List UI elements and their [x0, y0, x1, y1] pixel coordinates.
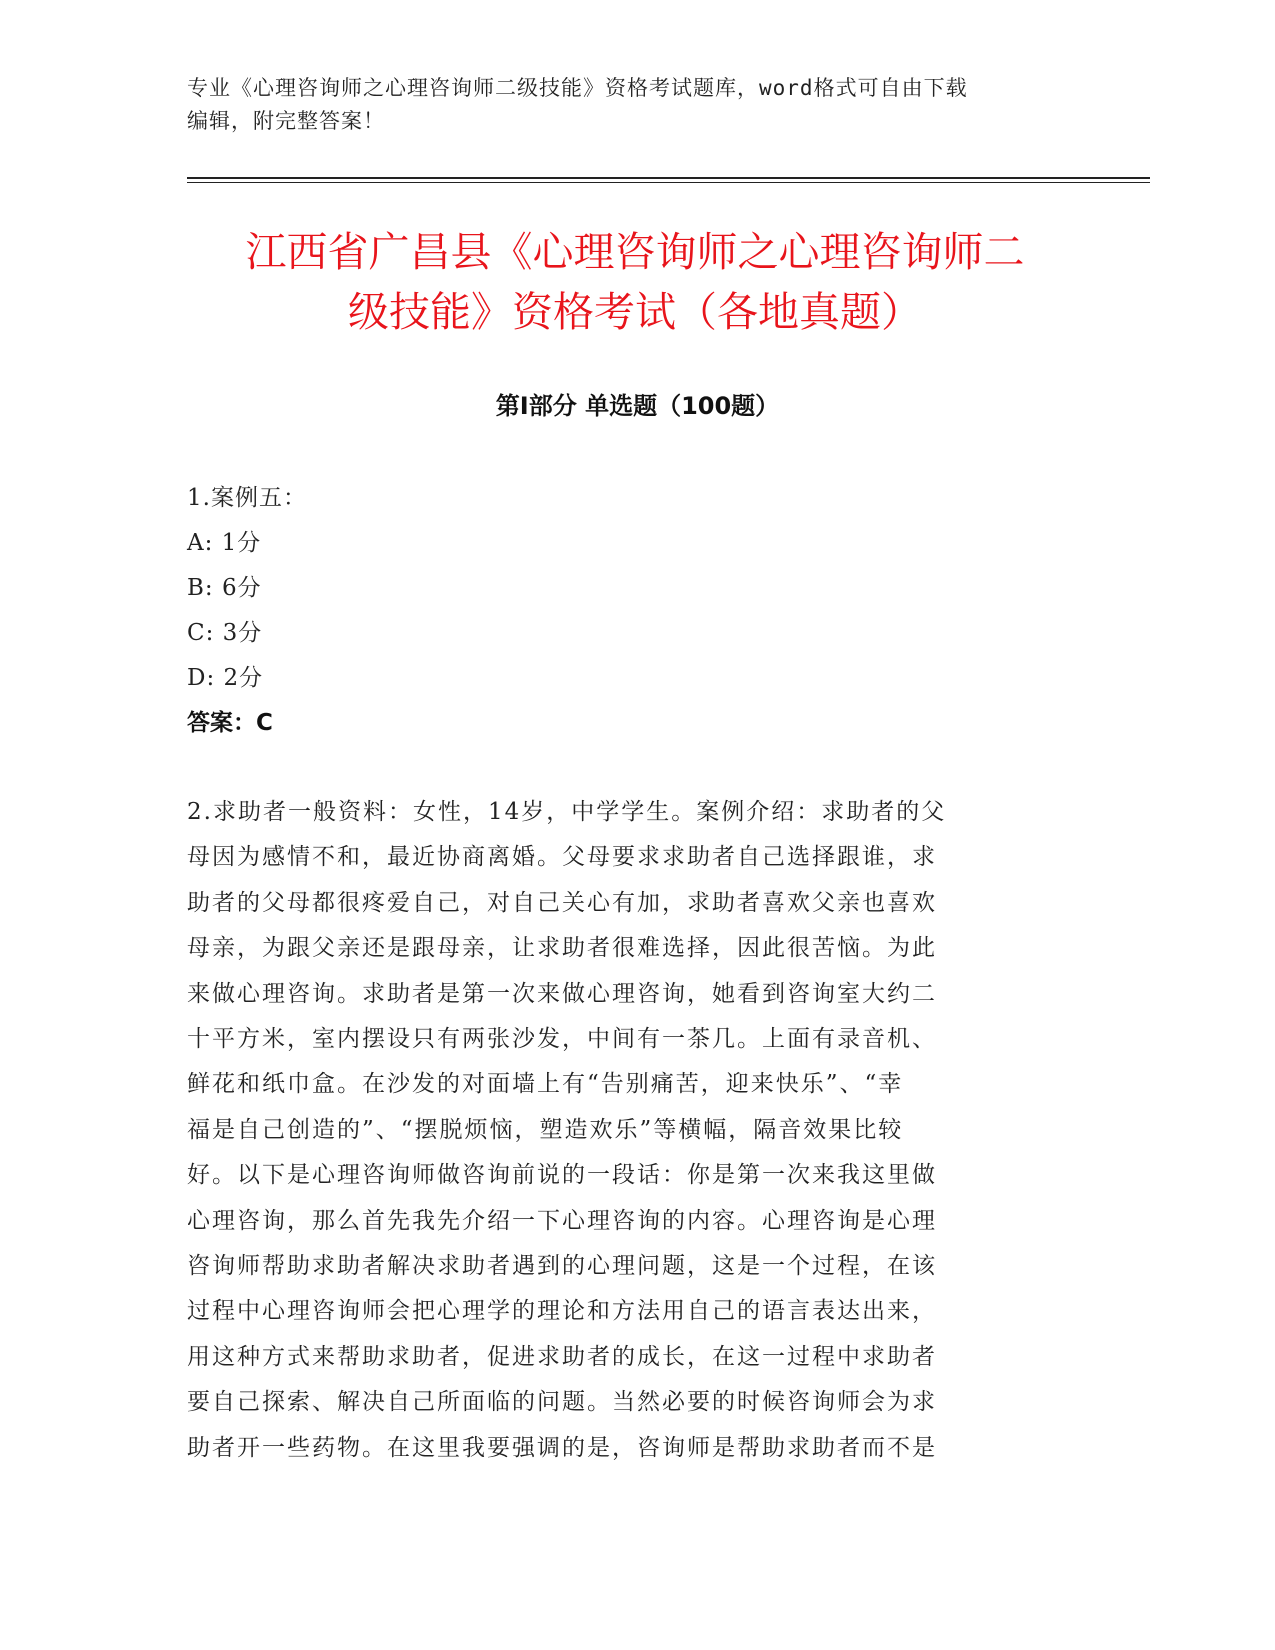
- question-2-line: 好。以下是心理咨询师做咨询前说的一段话：你是第一次来我这里做: [187, 1162, 937, 1189]
- question-2-line: 十平方米，室内摆设只有两张沙发，中间有一茶几。上面有录音机、: [187, 1026, 937, 1053]
- header-divider-thin: [187, 182, 1150, 183]
- document-title: [150, 222, 1120, 342]
- question-2-line: 鲜花和纸巾盒。在沙发的对面墙上有“告别痛苦，迎来快乐”、“幸: [187, 1071, 904, 1098]
- section-title: 第Ⅰ部分 单选题（100题）: [495, 392, 780, 420]
- question-2-line: 要自己探索、解决自己所面临的问题。当然必要的时候咨询师会为求: [187, 1389, 937, 1416]
- header-note: [187, 72, 1067, 138]
- header-note-line-1: 专业《心理咨询师之心理咨询师二级技能》资格考试题库，word格式可自由下载: [187, 76, 968, 100]
- question-1-option-a: A: 1分: [187, 530, 262, 556]
- question-2-line: 心理咨询，那么首先我先介绍一下心理咨询的内容。心理咨询是心理: [187, 1207, 937, 1234]
- question-2-line: 用这种方式来帮助求助者，促进求助者的成长，在这一过程中求助者: [187, 1343, 937, 1370]
- question-2-line: 母因为感情不和，最近协商离婚。父母要求求助者自己选择跟谁，求: [187, 844, 937, 871]
- question-2-line: 助者开一些药物。在这里我要强调的是，咨询师是帮助求助者而不是: [187, 1434, 937, 1461]
- header-divider-thick: [187, 177, 1150, 179]
- question-2-line: 福是自己创造的”、“摆脱烦恼，塑造欢乐”等横幅，隔音效果比较: [187, 1116, 904, 1143]
- question-1-option-c: C: 3分: [187, 620, 263, 646]
- question-2-line: 咨询师帮助求助者解决求助者遇到的心理问题，这是一个过程，在该: [187, 1253, 937, 1280]
- header-note-line-2: 编辑，附完整答案！: [187, 109, 385, 133]
- question-2: [187, 790, 1067, 1471]
- question-1: [187, 476, 1087, 746]
- question-2-line: 助者的父母都很疼爱自己，对自己关心有加，求助者喜欢父亲也喜欢: [187, 889, 937, 916]
- question-2-line: 来做心理咨询。求助者是第一次来做心理咨询，她看到咨询室大约二: [187, 980, 937, 1007]
- document-title-line-2: 级技能》资格考试（各地真题）: [348, 288, 922, 336]
- question-2-line: 母亲，为跟父亲还是跟母亲，让求助者很难选择，因此很苦恼。为此: [187, 935, 937, 962]
- question-1-stem: 1.案例五：: [187, 485, 307, 511]
- question-1-answer: 答案：C: [187, 710, 273, 736]
- question-1-option-d: D: 2分: [187, 665, 264, 691]
- document-title-line-1: 江西省广昌县《心理咨询师之心理咨询师二: [245, 228, 1025, 276]
- question-2-line: 过程中心理咨询师会把心理学的理论和方法用自己的语言表达出来，: [187, 1298, 937, 1325]
- question-1-option-b: B: 6分: [187, 575, 262, 601]
- question-2-line: 2.求助者一般资料：女性，14岁，中学学生。案例介绍：求助者的父: [187, 799, 947, 825]
